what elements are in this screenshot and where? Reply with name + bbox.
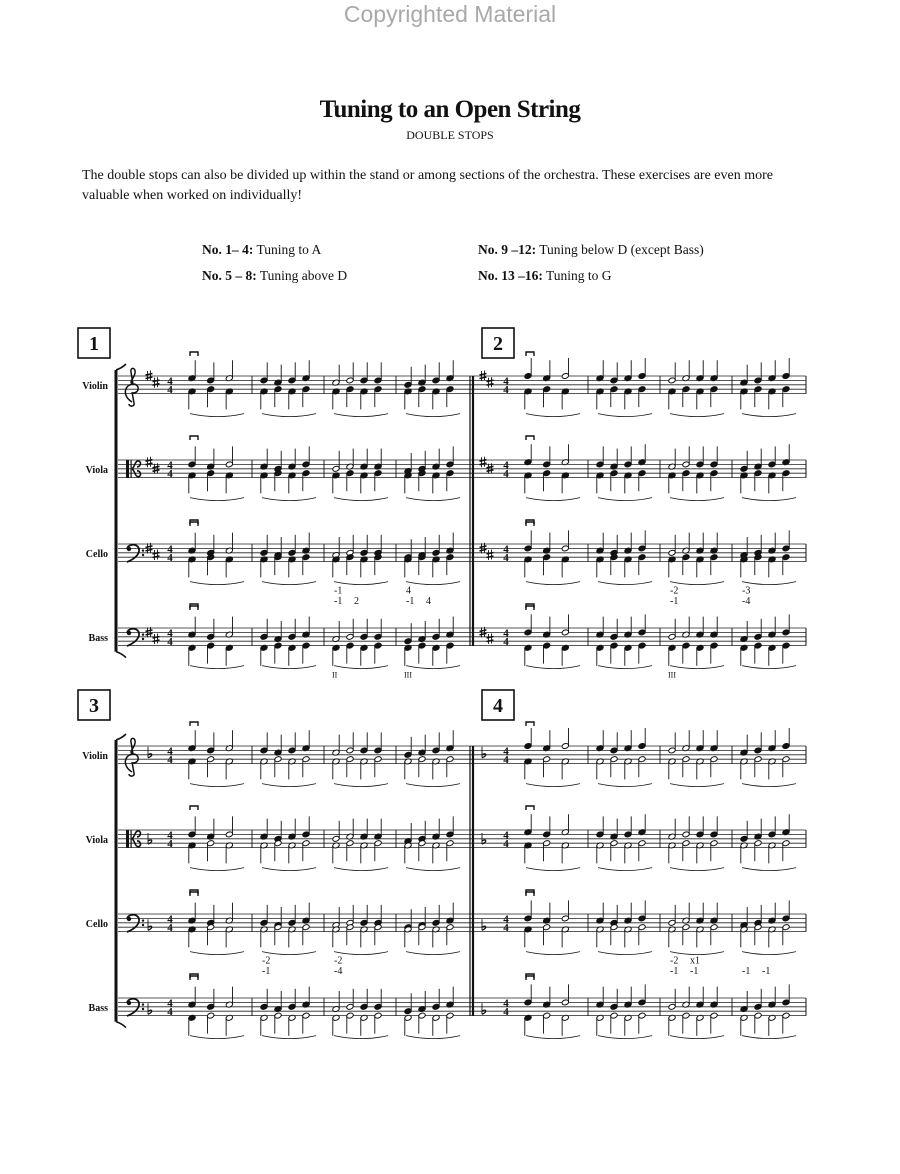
time-signature-top: 4 <box>167 543 173 556</box>
bass-clef-icon <box>127 999 144 1016</box>
time-signature-top: 4 <box>503 459 509 472</box>
slur <box>598 666 652 669</box>
instrument-label: Violin <box>82 380 108 392</box>
down-bow-icon <box>190 606 198 610</box>
position-marker: III <box>668 670 676 680</box>
slur <box>406 498 460 501</box>
time-signature-bottom: 4 <box>167 754 173 767</box>
down-bow-icon <box>526 892 534 896</box>
slur <box>334 784 388 787</box>
fingering-number: -2 <box>670 955 679 967</box>
instrument-label: Bass <box>88 1002 108 1014</box>
fingering-number: -1 <box>406 596 415 607</box>
slur <box>190 784 244 787</box>
legend-label: No. 5 – 8: <box>202 268 257 283</box>
legend-label: No. 1– 4: <box>202 242 254 257</box>
slur <box>190 582 244 585</box>
down-bow-icon <box>526 352 534 356</box>
fingering-number: -4 <box>334 966 343 977</box>
slur <box>262 784 316 787</box>
down-bow-icon <box>190 436 198 440</box>
slur <box>670 666 724 669</box>
fingering-number: -4 <box>742 596 751 607</box>
copyright-watermark: Copyrighted Material <box>343 1 557 27</box>
sharp-icon <box>487 377 494 388</box>
exercise-number: 4 <box>493 695 503 717</box>
legend-label: No. 13 –16: <box>478 268 543 283</box>
time-signature-bottom: 4 <box>503 922 509 935</box>
slur <box>262 952 316 955</box>
slur <box>526 1036 580 1039</box>
slur <box>598 582 652 585</box>
fingering-number: -2 <box>334 955 343 967</box>
instrument-label: Cello <box>85 918 108 930</box>
bass-clef-icon <box>127 629 144 646</box>
flat-icon <box>148 1003 152 1014</box>
time-signature-bottom: 4 <box>167 1006 173 1019</box>
fingering-number: -1 <box>670 966 679 977</box>
time-signature-top: 4 <box>167 627 173 640</box>
flat-icon <box>482 1003 486 1014</box>
exercise-number: 1 <box>89 333 99 355</box>
slur <box>742 414 796 417</box>
treble-clef-icon <box>125 368 138 406</box>
fingering-number: -1 <box>334 596 343 607</box>
fingering-number: -1 <box>742 966 751 977</box>
slur <box>670 582 724 585</box>
time-signature-top: 4 <box>167 459 173 472</box>
slur <box>526 582 580 585</box>
slur <box>334 868 388 871</box>
slur <box>526 666 580 669</box>
time-signature-top: 4 <box>503 375 509 388</box>
down-bow-icon <box>526 976 534 980</box>
slur <box>262 582 316 585</box>
slur <box>742 666 796 669</box>
time-signature-top: 4 <box>503 829 509 842</box>
slur <box>742 1036 796 1039</box>
slur <box>670 952 724 955</box>
slur <box>262 1036 316 1039</box>
slur <box>406 666 460 669</box>
down-bow-icon <box>190 722 198 726</box>
legend-text: Tuning to A <box>256 242 322 257</box>
bass-clef-icon <box>127 915 144 932</box>
bracket-hook <box>116 652 126 658</box>
slur <box>334 414 388 417</box>
slur <box>742 952 796 955</box>
time-signature-bottom: 4 <box>167 552 173 565</box>
slur <box>742 868 796 871</box>
instrument-label: Bass <box>88 632 108 644</box>
slur <box>526 784 580 787</box>
slur <box>598 414 652 417</box>
slur <box>742 498 796 501</box>
slur <box>670 498 724 501</box>
time-signature-top: 4 <box>503 997 509 1010</box>
fingering-number: -3 <box>742 585 751 597</box>
slur <box>526 952 580 955</box>
time-signature-top: 4 <box>167 913 173 926</box>
slur <box>598 952 652 955</box>
fingering-number: -1 <box>690 966 699 977</box>
flat-icon <box>482 747 486 758</box>
slur <box>670 784 724 787</box>
slur <box>406 582 460 585</box>
slur <box>262 666 316 669</box>
time-signature-bottom: 4 <box>503 552 509 565</box>
time-signature-bottom: 4 <box>503 754 509 767</box>
instrument-label: Viola <box>85 464 108 476</box>
flat-icon <box>148 747 152 758</box>
fingering-number: -1 <box>670 596 679 607</box>
slur <box>406 1036 460 1039</box>
bass-clef-icon <box>127 545 144 562</box>
slur <box>598 498 652 501</box>
slur <box>526 414 580 417</box>
time-signature-top: 4 <box>503 627 509 640</box>
time-signature-bottom: 4 <box>167 468 173 481</box>
slur <box>190 414 244 417</box>
down-bow-icon <box>526 522 534 526</box>
position-marker: II <box>332 670 338 680</box>
fingering-number: 4 <box>406 585 411 597</box>
legend-text: Tuning below D (except Bass) <box>539 242 704 257</box>
fingering-number: -2 <box>670 585 679 597</box>
slur <box>406 952 460 955</box>
time-signature-bottom: 4 <box>503 1006 509 1019</box>
slur <box>190 498 244 501</box>
fingering-number: -1 <box>262 966 271 977</box>
legend-label: No. 9 –12: <box>478 242 537 257</box>
time-signature-bottom: 4 <box>503 468 509 481</box>
slur <box>334 952 388 955</box>
flat-icon <box>482 919 486 930</box>
slur <box>598 784 652 787</box>
down-bow-icon <box>190 522 198 526</box>
down-bow-icon <box>526 722 534 726</box>
sharp-icon <box>487 550 494 561</box>
page-title: Tuning to an Open String <box>319 96 581 123</box>
time-signature-top: 4 <box>503 543 509 556</box>
time-signature-top: 4 <box>503 745 509 758</box>
exercise-number: 2 <box>493 333 503 355</box>
intro-paragraph: The double stops can also be divided up within the stand or among sections of the orchestra. These exercises are even more valuable when worked on individually! <box>82 168 773 203</box>
slur <box>262 498 316 501</box>
slur <box>190 666 244 669</box>
bracket-hook <box>116 364 126 370</box>
slur <box>598 868 652 871</box>
sharp-icon <box>153 377 160 388</box>
time-signature-bottom: 4 <box>167 636 173 649</box>
time-signature-bottom: 4 <box>503 636 509 649</box>
down-bow-icon <box>190 806 198 810</box>
down-bow-icon <box>190 976 198 980</box>
sharp-icon <box>480 457 487 468</box>
time-signature-top: 4 <box>503 913 509 926</box>
time-signature-top: 4 <box>167 829 173 842</box>
slur <box>742 582 796 585</box>
position-marker: III <box>404 670 412 680</box>
slur <box>190 952 244 955</box>
slur <box>406 414 460 417</box>
sharp-icon <box>153 634 160 645</box>
instrument-label: Cello <box>85 548 108 560</box>
slur <box>262 414 316 417</box>
sharp-icon <box>487 634 494 645</box>
slur <box>190 868 244 871</box>
legend-text: Tuning above D <box>259 268 348 283</box>
legend-text: Tuning to G <box>546 268 612 283</box>
slur <box>526 498 580 501</box>
sharp-icon <box>146 457 153 468</box>
instrument-label: Viola <box>85 834 108 846</box>
slur <box>670 868 724 871</box>
down-bow-icon <box>190 892 198 896</box>
treble-clef-icon <box>125 738 138 776</box>
sharp-icon <box>153 550 160 561</box>
fingering-number: -2 <box>262 955 271 967</box>
time-signature-bottom: 4 <box>503 384 509 397</box>
page-subtitle: DOUBLE STOPS <box>406 128 494 142</box>
down-bow-icon <box>526 606 534 610</box>
flat-icon <box>148 919 152 930</box>
fingering-number: 2 <box>354 596 359 607</box>
fingering-number: 4 <box>426 596 431 607</box>
slur <box>334 666 388 669</box>
slur <box>190 1036 244 1039</box>
slur <box>262 868 316 871</box>
time-signature-top: 4 <box>167 745 173 758</box>
time-signature-top: 4 <box>167 997 173 1010</box>
fingering-number: -1 <box>762 966 771 977</box>
slur <box>334 498 388 501</box>
slur <box>742 784 796 787</box>
time-signature-bottom: 4 <box>503 838 509 851</box>
slur <box>406 784 460 787</box>
slur <box>670 414 724 417</box>
bracket-hook <box>116 734 126 740</box>
time-signature-bottom: 4 <box>167 838 173 851</box>
bracket-hook <box>116 1022 126 1028</box>
time-signature-bottom: 4 <box>167 922 173 935</box>
fingering-number: -1 <box>334 585 343 597</box>
fingering-number: x1 <box>690 955 700 967</box>
time-signature-bottom: 4 <box>167 384 173 397</box>
exercise-number: 3 <box>89 695 99 717</box>
slur <box>406 868 460 871</box>
slur <box>334 1036 388 1039</box>
slur <box>526 868 580 871</box>
down-bow-icon <box>526 436 534 440</box>
down-bow-icon <box>526 806 534 810</box>
slur <box>598 1036 652 1039</box>
slur <box>334 582 388 585</box>
instrument-label: Violin <box>82 750 108 762</box>
slur <box>670 1036 724 1039</box>
time-signature-top: 4 <box>167 375 173 388</box>
down-bow-icon <box>190 352 198 356</box>
